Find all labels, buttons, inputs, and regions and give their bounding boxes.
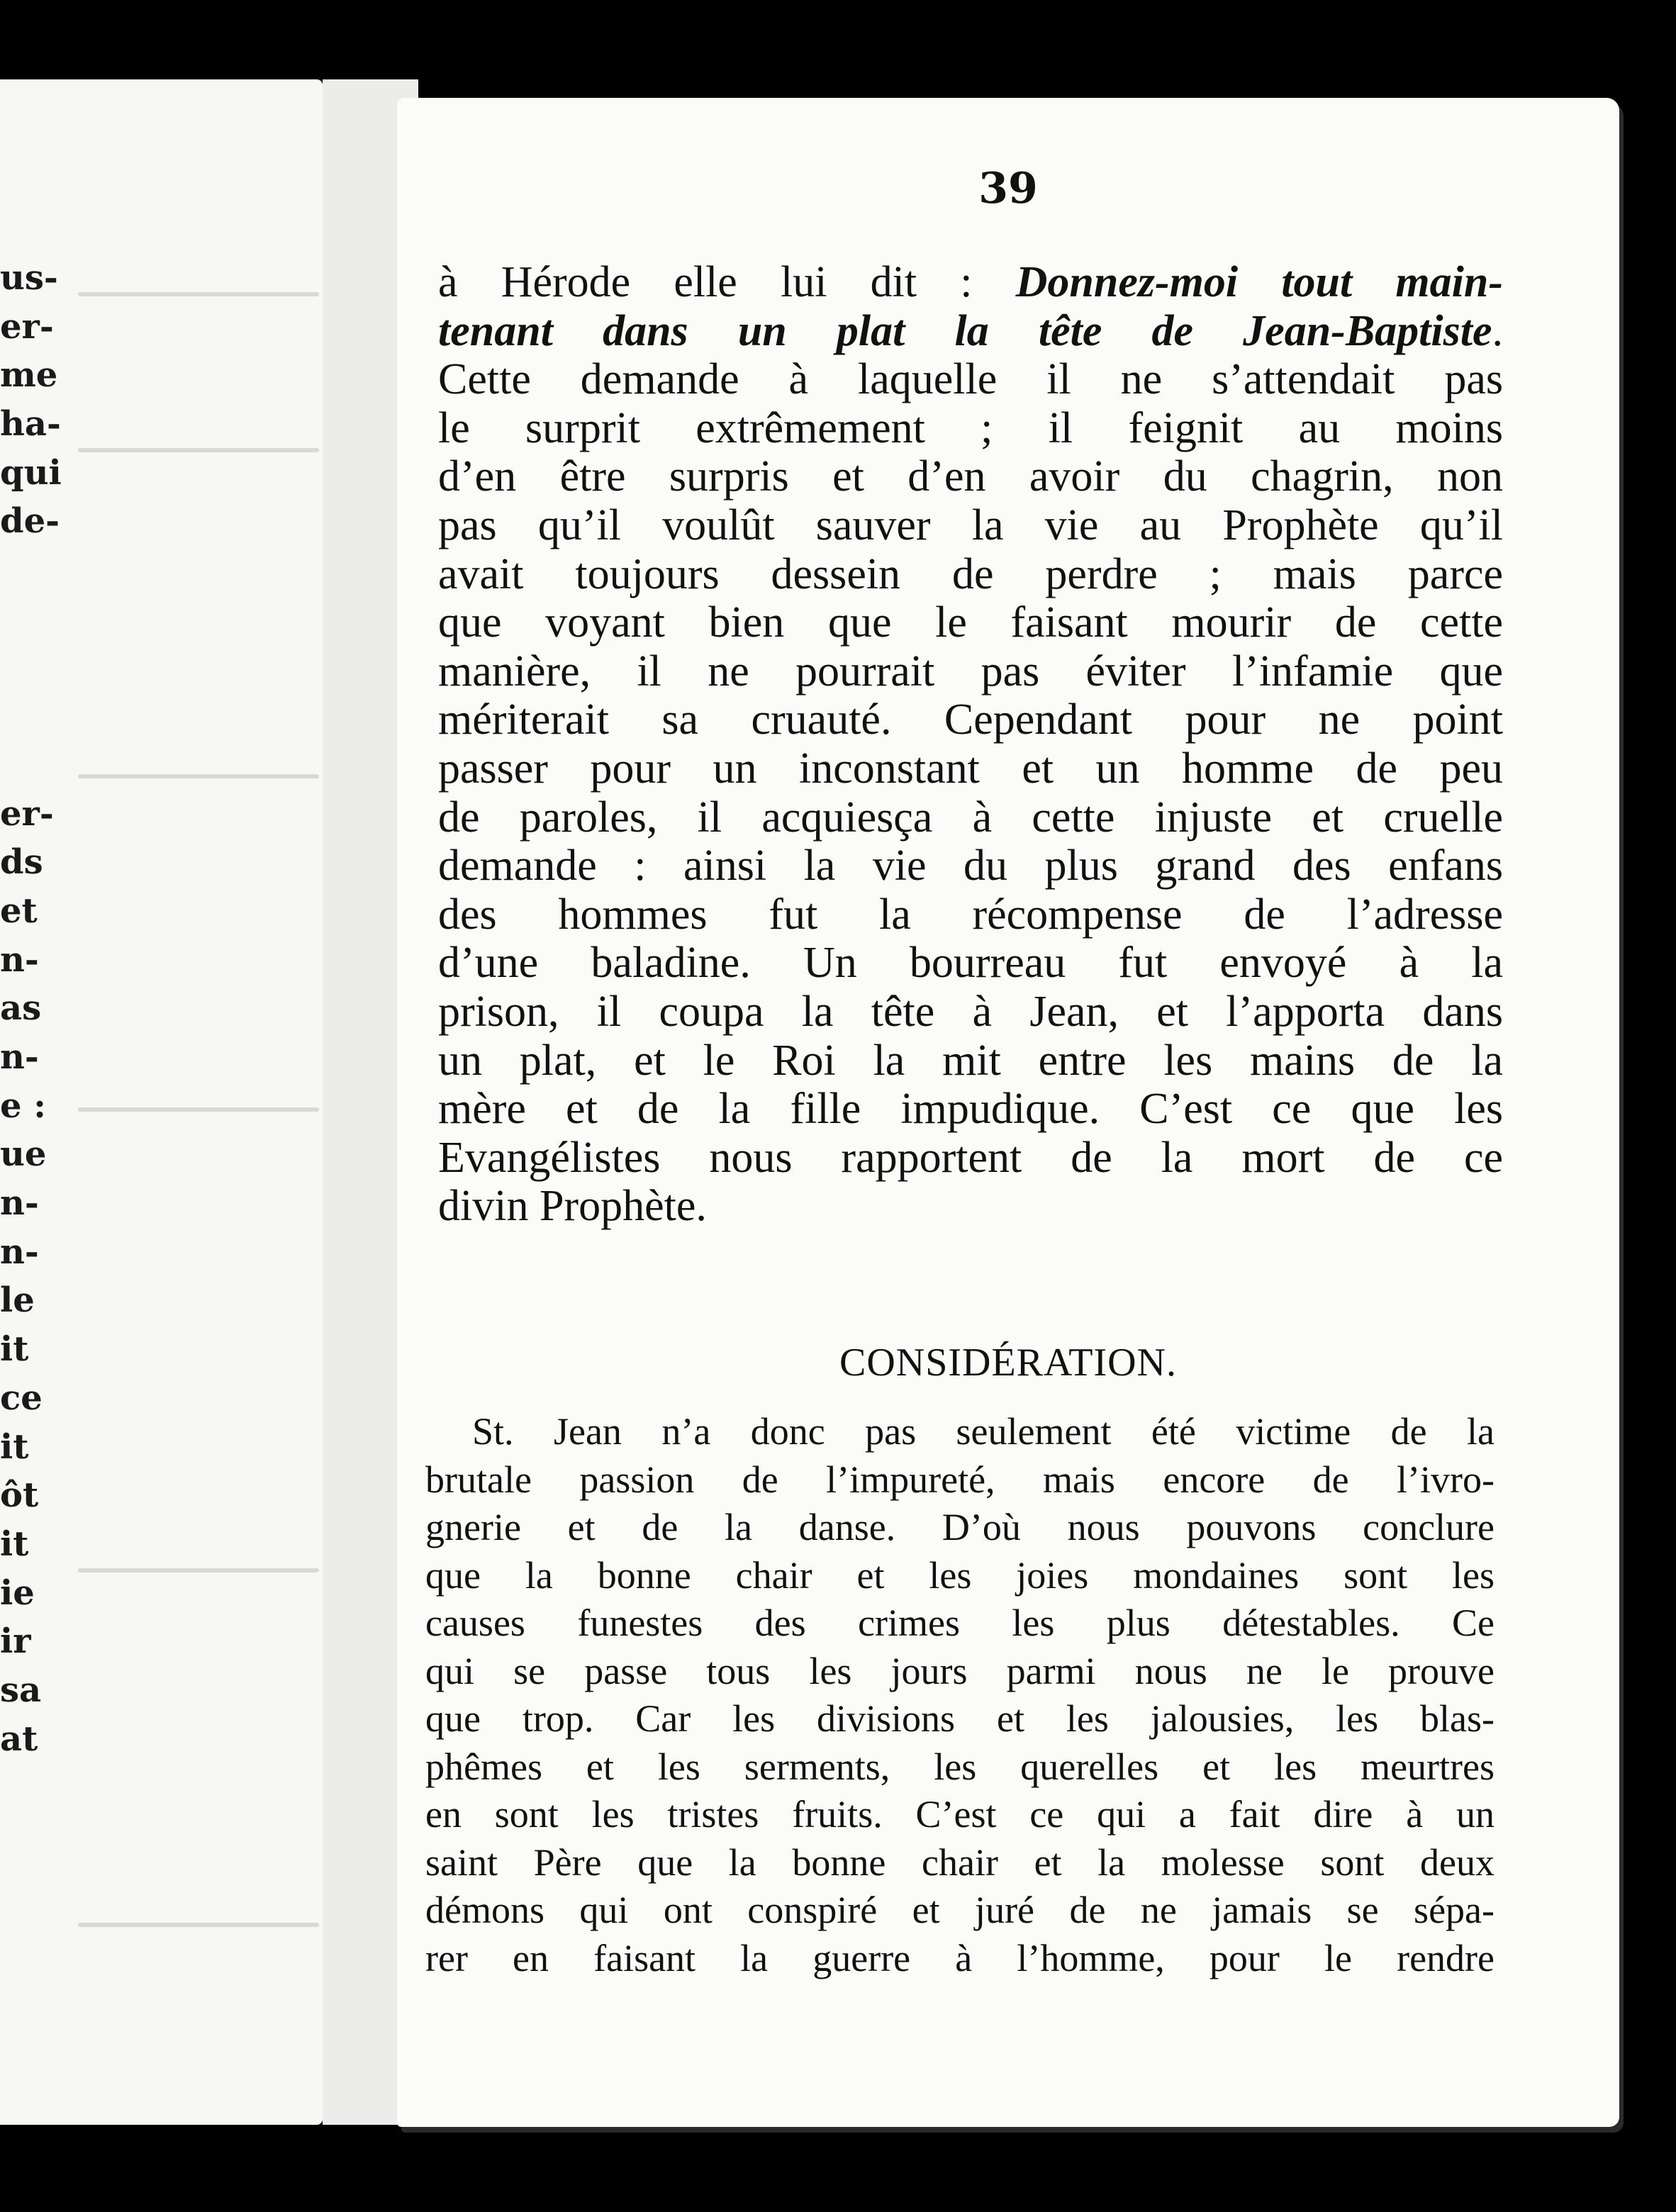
text-run: divin Prophète. bbox=[438, 1182, 707, 1231]
left-page-fragment: qui bbox=[0, 452, 62, 493]
left-page-fragment: it bbox=[0, 1426, 29, 1467]
text-line bbox=[438, 1037, 1503, 1085]
text-line: saint Père que la bonne chair et la molesse sont deux bbox=[425, 1840, 1495, 1884]
left-page-fragment: ds bbox=[0, 842, 43, 883]
left-page-fragment: ie bbox=[0, 1573, 35, 1613]
left-page-fragment: et bbox=[0, 890, 38, 931]
bleed-through-line bbox=[78, 1107, 319, 1112]
text-run: à Hérode elle lui dit : bbox=[438, 258, 1016, 306]
text-run: prison, il coupa la tête à Jean, et l’apporta dans bbox=[438, 987, 1503, 1036]
left-page-fragment: ha- bbox=[0, 404, 61, 445]
left-page-fragment: at bbox=[0, 1719, 38, 1759]
text-run: manière, il ne pourrait pas éviter l’infamie que bbox=[438, 647, 1503, 696]
left-page-fragment: e : bbox=[0, 1085, 46, 1126]
text-line bbox=[438, 258, 1503, 307]
text-line bbox=[438, 404, 1503, 453]
italic-quote: tenant dans un plat la tête de Jean-Baptiste bbox=[438, 306, 1492, 355]
text-line bbox=[438, 550, 1503, 599]
left-page-fragment bbox=[0, 595, 64, 644]
text-line: phêmes et les serments, les querelles et les meurtres bbox=[425, 1745, 1495, 1788]
left-page-fragment bbox=[0, 644, 64, 693]
bleed-through-line bbox=[78, 774, 319, 778]
text-line: St. Jean n’a donc pas seulement été victime de la bbox=[472, 1410, 1495, 1453]
left-page-fragments bbox=[0, 254, 64, 1763]
consideration-text bbox=[425, 1408, 1495, 1982]
left-page-fragment: n- bbox=[0, 1037, 39, 1077]
text-line: gnerie et de la danse. D’où nous pouvons conclure bbox=[425, 1506, 1495, 1548]
text-line bbox=[438, 890, 1503, 939]
text-run: de paroles, il acquiesça à cette injuste et cruelle bbox=[438, 793, 1503, 842]
text-run: demande : ainsi la vie du plus grand des enfans bbox=[438, 842, 1503, 890]
text-line bbox=[438, 744, 1503, 793]
bleed-through-line bbox=[78, 1568, 319, 1573]
left-page-fragment: n- bbox=[0, 1231, 39, 1272]
text-line bbox=[438, 1182, 1503, 1231]
left-page bbox=[0, 79, 323, 2125]
left-page-fragment: sa bbox=[0, 1670, 42, 1710]
left-page-fragment: it bbox=[0, 1524, 29, 1564]
text-run: Cette demande à laquelle il ne s’attendait pas bbox=[438, 355, 1503, 404]
text-line bbox=[438, 793, 1503, 842]
left-page-fragment bbox=[0, 692, 64, 741]
text-run: avait toujours dessein de perdre ; mais parce bbox=[438, 549, 1503, 598]
left-page-fragment: ce bbox=[0, 1378, 43, 1418]
left-page-fragment: ue bbox=[0, 1134, 47, 1175]
left-page-fragment: it bbox=[0, 1329, 29, 1370]
bleed-through-line bbox=[78, 1923, 319, 1927]
text-run: le surprit extrêmement ; il feignit au moins bbox=[438, 403, 1503, 452]
left-page-fragment: er- bbox=[0, 306, 54, 347]
text-run: des hommes fut la récompense de l’adresse bbox=[438, 890, 1503, 939]
bleed-through-line bbox=[78, 448, 319, 452]
text-run: . bbox=[1492, 306, 1503, 355]
text-run: pas qu’il voulût sauver la vie au Prophète qu’il bbox=[438, 501, 1503, 549]
text-line bbox=[438, 1134, 1503, 1183]
text-run: mère et de la fille impudique. C’est ce que les bbox=[438, 1085, 1503, 1134]
text-line bbox=[438, 307, 1503, 356]
left-page-fragment: me bbox=[0, 355, 58, 396]
text-line: en sont les tristes fruits. C’est ce qui a fait dire à un bbox=[425, 1793, 1495, 1836]
narrative-text bbox=[438, 258, 1503, 1231]
text-line: que trop. Car les divisions et les jalousies, les blas- bbox=[425, 1697, 1495, 1740]
text-line: démons qui ont conspiré et juré de ne jamais se sépa- bbox=[425, 1889, 1495, 1931]
text-line bbox=[438, 1085, 1503, 1134]
text-run: passer pour un inconstant et un homme de peu bbox=[438, 744, 1503, 793]
left-page-fragment: le bbox=[0, 1280, 35, 1321]
text-line bbox=[438, 501, 1503, 550]
left-page-fragment: n- bbox=[0, 939, 39, 980]
text-run: un plat, et le Roi la mit entre les mains de la bbox=[438, 1036, 1503, 1085]
right-page bbox=[397, 98, 1619, 2127]
text-run: d’en être surpris et d’en avoir du chagrin, non bbox=[438, 452, 1503, 501]
text-line bbox=[438, 696, 1503, 744]
text-line bbox=[438, 647, 1503, 696]
left-page-fragment: de- bbox=[0, 501, 60, 542]
text-line: rer en faisant la guerre à l’homme, pour le rendre bbox=[425, 1936, 1495, 1979]
text-line: qui se passe tous les jours parmi nous ne le prouve bbox=[425, 1649, 1495, 1692]
text-line bbox=[438, 842, 1503, 890]
text-run: Evangélistes nous rapportent de la mort de ce bbox=[438, 1133, 1503, 1182]
left-page-fragment: ir bbox=[0, 1621, 31, 1662]
left-page-fragment: ôt bbox=[0, 1475, 39, 1516]
left-page-fragment: as bbox=[0, 988, 42, 1029]
text-line bbox=[438, 598, 1503, 647]
left-page-fragment: er- bbox=[0, 793, 54, 834]
text-line: brutale passion de l’impureté, mais encore de l’ivro- bbox=[425, 1458, 1495, 1501]
left-page-fragment: n- bbox=[0, 1183, 39, 1224]
text-line bbox=[438, 988, 1503, 1037]
text-line: causes funestes des crimes les plus détestables. Ce bbox=[425, 1602, 1495, 1644]
text-run: d’une baladine. Un bourreau fut envoyé à la bbox=[438, 939, 1503, 988]
text-line bbox=[438, 355, 1503, 404]
page-number: 39 bbox=[978, 164, 1038, 213]
section-heading: CONSIDÉRATION. bbox=[839, 1341, 1177, 1385]
text-run: mériterait sa cruauté. Cependant pour ne point bbox=[438, 696, 1503, 744]
left-page-fragment bbox=[0, 546, 64, 595]
left-page-fragment: us- bbox=[0, 258, 58, 298]
left-page-fragment bbox=[0, 741, 64, 790]
text-run: que voyant bien que le faisant mourir de cette bbox=[438, 598, 1503, 647]
text-line bbox=[438, 452, 1503, 501]
bleed-through-line bbox=[78, 292, 319, 296]
italic-quote: Donnez-moi tout main- bbox=[1015, 258, 1504, 306]
text-line bbox=[438, 939, 1503, 988]
text-line: que la bonne chair et les joies mondaines sont les bbox=[425, 1553, 1495, 1597]
